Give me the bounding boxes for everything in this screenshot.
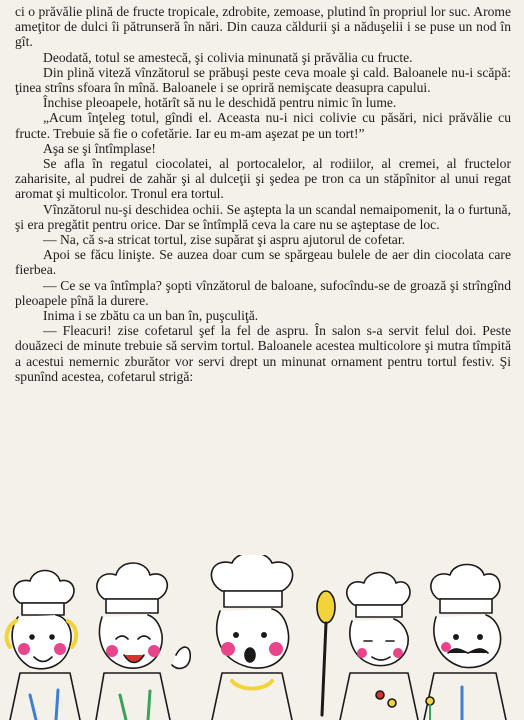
paragraph-3: Din plină viteză vînzătorul se prăbuşi peste ceva moale şi cald. Baloanele nu-i scăpă: ţinea strîns sfoara în mînă. Baloanele i se opriră nemişcate deasupra capului. [15,64,511,96]
paragraph-11: — Ce se va întîmpla? şopti vînzătorul de baloane, sufocîndu-se de groază şi strîngînd pleoapele pînă la durere. [15,277,511,308]
story-text [15,4,511,384]
spoon-icon [317,591,335,715]
cook-figure [7,571,80,720]
cook-figure [96,563,190,720]
paragraph-6: Aşa se şi întîmplase! [43,140,156,156]
paragraph-9: — Na, că s-a stricat tortul, zise supărat şi aspru ajutorul de cofetar. [43,232,405,248]
cooks-illustration [0,555,524,720]
cook-figure [424,565,506,720]
paragraph-12: Inima i se zbătu ca un ban în, puşculiţă. [43,308,259,324]
paragraph-4: Închise pleoapele, hotărît să nu le deschidă pentru nimic în lume. [43,95,397,111]
paragraph-2: Deodată, totul se amestecă, şi colivia minunată şi prăvălia cu fructe. [43,49,413,65]
paragraph-1: ci o prăvălie plină de fructe tropicale, zdrobite, zemoase, plutind în propriul lor suc. Arome ameţitor de dulci îi pătrunseră în nări. Din cauza căldurii şi a năduşelii i se puse un nod în gît. [15,4,511,50]
paragraph-13: — Fleacuri! zise cofetarul şef la fel de aspru. În salon s-a servit felul doi. Peste douăzeci de minute trebuie să servim tortul. Baloanele acestea multicolore şi mutra tîmpită a acestui nemernic zburător vor servi drept un minunat ornament pentru tortul festiv. Şi spunînd acestea, cofetarul strigă: [15,323,511,384]
paragraph-8: Vînzătorul nu-şi deschidea ochii. Se aştepta la un scandal nemaipomenit, la o furtună, şi era pregătit pentru orice. Dar se întîmplă ceva la care nu se aşteptase de loc. [15,201,511,232]
paragraph-5: „Acum înţeleg totul, gîndi el. Aceasta nu-i nici colivie cu păsări, nici prăvălie cu fructe. Trebuie să fie o cofetărie. Iar eu m-am aşezat pe un tort!” [15,110,511,141]
cook-figure [211,555,292,720]
paragraph-7: Se afla în regatul ciocolatei, al portocalelor, al rodiilor, al cremei, al fructelor zaharisite, al pudrei de zahăr şi al dulceţii şi şedea pe tron ca un stăpînitor al unui regat aromat şi multicolor. Tronul era tortul. [15,156,511,202]
cook-figure [340,573,418,720]
paragraph-10: Apoi se făcu linişte. Se auzea doar cum se spărgeau bulele de aer din ciocolata care fierbea. [15,247,511,278]
